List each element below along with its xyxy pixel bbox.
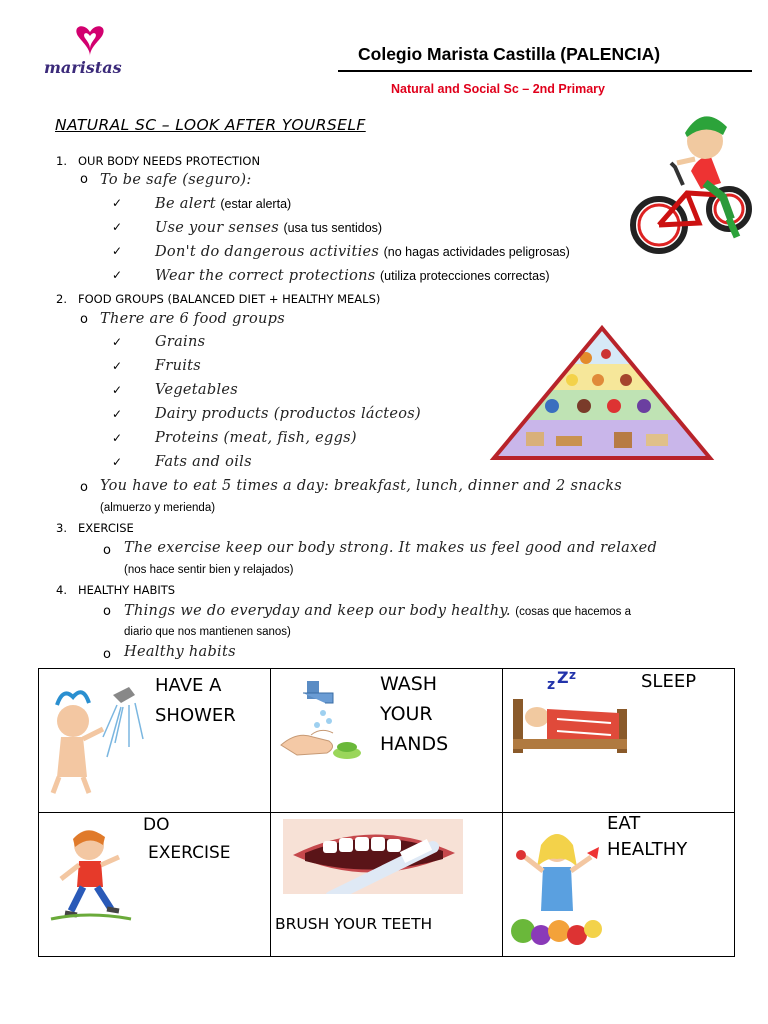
logo-text: maristas	[44, 58, 122, 77]
food-pyramid-illustration	[486, 322, 718, 464]
check-icon: ✓	[112, 335, 123, 349]
healthy-habits-table	[38, 668, 735, 957]
bullet-icon: o	[103, 647, 111, 662]
habit-label-teeth: BRUSH YOUR TEETH	[275, 915, 433, 933]
list-item: Be alert (estar alerta)	[155, 196, 292, 212]
toothbrush-photo	[283, 819, 463, 894]
section-4-sub: Things we do everyday and keep our body healthy. (cosas que hacemos a	[124, 603, 631, 619]
hand-washing-illustration	[277, 675, 373, 767]
check-icon: ✓	[112, 455, 123, 469]
check-icon: ✓	[112, 196, 123, 210]
section-1-number: 1.	[56, 154, 67, 168]
section-1-sub: To be safe (seguro):	[100, 172, 252, 188]
food-group-item: Dairy products (productos lácteos)	[155, 406, 421, 422]
section-2-sub2-note: (almuerzo y merienda)	[100, 502, 216, 514]
habit-cell-exercise	[39, 813, 271, 957]
section-3-sub: The exercise keep our body strong. It makes us feel good and relaxed	[124, 540, 658, 556]
shower-illustration	[43, 677, 149, 797]
habit-label-exercise: DO EXERCISE	[143, 815, 231, 863]
habit-label-shower: HAVE A SHOWER	[155, 675, 236, 726]
food-group-item: Fats and oils	[155, 454, 252, 470]
habit-cell-sleep	[503, 669, 735, 813]
habit-cell-eat	[503, 813, 735, 957]
section-3-sub-note: (nos hace sentir bien y relajados)	[124, 564, 294, 576]
cyclist-illustration	[625, 105, 753, 260]
section-2-heading: FOOD GROUPS (BALANCED DIET + HEALTHY MEALS)	[78, 292, 381, 306]
svg-text:Z: Z	[557, 669, 569, 687]
running-child-illustration	[49, 823, 133, 923]
habit-cell-wash	[271, 669, 503, 813]
food-group-item: Fruits	[155, 358, 202, 374]
section-2-number: 2.	[56, 292, 67, 306]
bullet-icon: o	[80, 172, 88, 187]
sleeping-illustration	[507, 669, 635, 761]
list-item: Use your senses (usa tus sentidos)	[155, 220, 383, 236]
food-group-item: Vegetables	[155, 382, 238, 398]
section-4-sub-note: diario que nos mantienen sanos)	[124, 626, 291, 638]
list-item: Don't do dangerous activities (no hagas actividades peligrosas)	[155, 244, 570, 260]
maristas-logo	[40, 22, 140, 82]
section-2-sub2: You have to eat 5 times a day: breakfast, lunch, dinner and 2 snacks	[100, 478, 623, 494]
check-icon: ✓	[112, 244, 123, 258]
list-item: Wear the correct protections (utiliza protecciones correctas)	[155, 268, 550, 284]
habit-label-eat: EAT HEALTHY	[607, 813, 688, 860]
check-icon: ✓	[112, 220, 123, 234]
section-3-heading: EXERCISE	[78, 521, 134, 535]
bullet-icon: o	[103, 604, 111, 619]
section-4-heading: HEALTHY HABITS	[78, 583, 176, 597]
check-icon: ✓	[112, 431, 123, 445]
section-4-number: 4.	[56, 583, 67, 597]
habit-cell-teeth	[271, 813, 503, 957]
bullet-icon: o	[80, 480, 88, 495]
section-3-number: 3.	[56, 521, 67, 535]
habit-label-sleep: SLEEP	[641, 671, 697, 692]
check-icon: ✓	[112, 407, 123, 421]
page-title: NATURAL SC – LOOK AFTER YOURSELF	[55, 116, 366, 134]
healthy-eating-illustration	[507, 827, 605, 953]
section-2-sub: There are 6 food groups	[100, 311, 285, 327]
check-icon: ✓	[112, 359, 123, 373]
check-icon: ✓	[112, 268, 123, 282]
check-icon: ✓	[112, 383, 123, 397]
section-4-sub2: Healthy habits	[124, 644, 236, 660]
food-group-item: Grains	[155, 334, 206, 350]
habit-label-wash: WASH YOUR HANDS	[380, 673, 449, 755]
bullet-icon: o	[103, 543, 111, 558]
svg-text:z: z	[569, 669, 576, 682]
header-rule	[338, 70, 752, 72]
school-name: Colegio Marista Castilla (PALENCIA)	[358, 44, 661, 64]
subject-line: Natural and Social Sc – 2nd Primary	[391, 82, 605, 96]
svg-text:z: z	[547, 677, 556, 693]
bullet-icon: o	[80, 312, 88, 327]
food-group-item: Proteins (meat, fish, eggs)	[155, 430, 357, 446]
habit-cell-shower	[39, 669, 271, 813]
section-1-heading: OUR BODY NEEDS PROTECTION	[78, 154, 261, 168]
